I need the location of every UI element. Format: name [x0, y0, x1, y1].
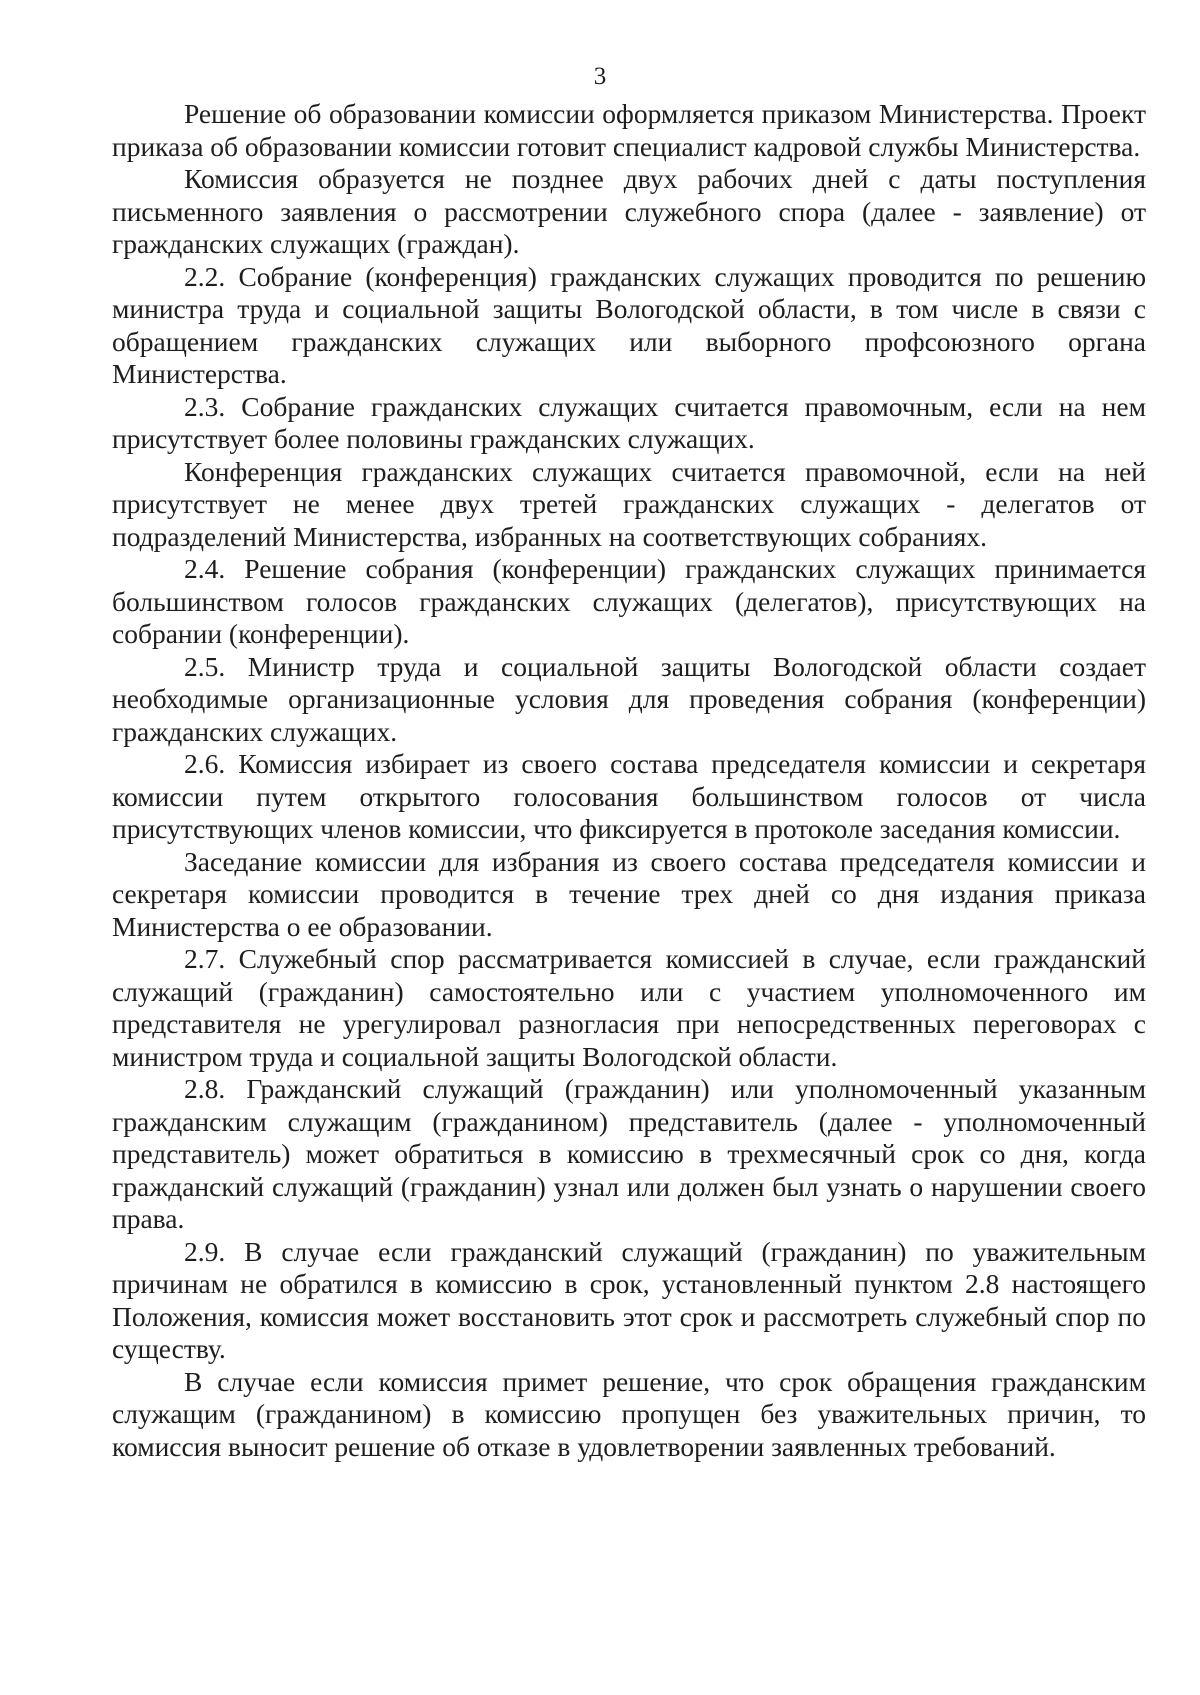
paragraph-2-3: 2.3. Собрание гражданских служащих считается правомочным, если на нем присутствует более половины гражданских служащих.: [112, 390, 1146, 454]
paragraph-2-4: 2.4. Решение собрания (конференции) гражданских служащих принимается большинством голосов гражданских служащих (делегатов), присутствующих на собрании (конференции).: [112, 553, 1146, 649]
paragraph-2-6: 2.6. Комиссия избирает из своего состава председателя комиссии и секретаря комиссии путем открытого голосования большинством голосов от числа присутствующих членов комиссии, что фиксируется в протоколе заседания комиссии.: [112, 748, 1146, 844]
paragraph-conference-quorum: Конференция гражданских служащих считается правомочной, если на ней присутствует не менее двух третей гражданских служащих - делегатов от подразделений Министерства, избранных на соответствующих собраниях.: [112, 455, 1146, 552]
paragraph-2-7: 2.7. Служебный спор рассматривается комиссией в случае, если гражданский служащий (гражданин) самостоятельно или с участием уполномоченного им представителя не урегулировал разногласия при непосредственных переговорах с министром труда и социальной защиты Вологодской области.: [112, 943, 1146, 1072]
paragraph-commission-order: Решение об образовании комиссии оформляется приказом Министерства. Проект приказа об образовании комиссии готовит специалист кадровой службы Министерства.: [112, 98, 1146, 162]
paragraph-missed-deadline: В случае если комиссия примет решение, что срок обращения гражданским служащим (гражданином) в комиссию пропущен без уважительных причин, то комиссия выносит решение об отказе в удовлетворении заявленных требований.: [112, 1365, 1146, 1462]
paragraph-2-9: 2.9. В случае если гражданский служащий (гражданин) по уважительным причинам не обратился в комиссию в срок, установленный пунктом 2.8 настоящего Положения, комиссия может восстановить этот срок и рассмотреть служебный спор по существу.: [112, 1235, 1146, 1364]
paragraph-chair-election-meeting: Заседание комиссии для избрания из своего состава председателя комиссии и секретаря комиссии проводится в течение трех дней со дня издания приказа Министерства о ее образовании.: [112, 845, 1146, 942]
paragraph-2-5: 2.5. Министр труда и социальной защиты Вологодской области создает необходимые организационные условия для проведения собрания (конференции) гражданских служащих.: [112, 650, 1146, 747]
paragraph-commission-formation-term: Комиссия образуется не позднее двух рабочих дней с даты поступления письменного заявления о рассмотрении служебного спора (далее - заявление) от гражданских служащих (граждан).: [112, 163, 1146, 259]
page-number: 3: [593, 63, 607, 90]
document-body: [112, 98, 1146, 1463]
paragraph-2-2: 2.2. Собрание (конференция) гражданских служащих проводится по решению министра труда и социальной защиты Вологодской области, в том числе в связи с обращением гражданских служащих или выборного профсоюзного органа Министерства.: [112, 260, 1146, 389]
paragraph-2-8: 2.8. Гражданский служащий (гражданин) или уполномоченный указанным гражданским служащим (гражданином) представитель (далее - уполномоченный представитель) может обратиться в комиссию в трехмесячный срок со дня, когда гражданский служащий (гражданин) узнал или должен был узнать о нарушении своего права.: [112, 1073, 1146, 1234]
